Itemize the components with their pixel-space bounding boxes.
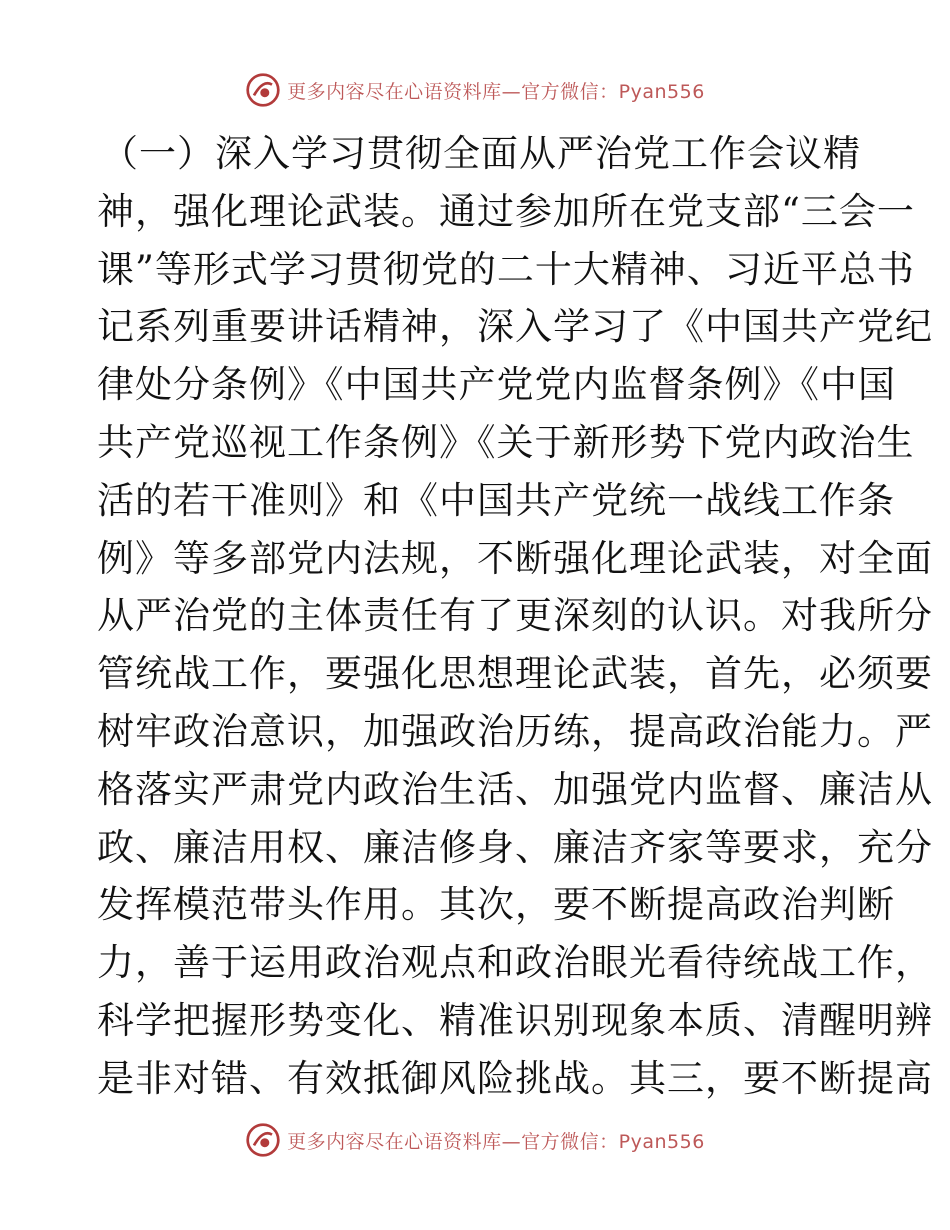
document-body bbox=[97, 125, 933, 1108]
body-line: 发挥模范带头作用。其次，要不断提高政治判断 bbox=[97, 883, 895, 927]
body-line: 力，善于运用政治观点和政治眼光看待统战工作， bbox=[97, 941, 933, 985]
body-line: 从严治党的主体责任有了更深刻的认识。对我所分 bbox=[97, 594, 933, 638]
body-line: 共产党巡视工作条例》《关于新形势下党内政治生 bbox=[97, 420, 915, 464]
body-line: 科学把握形势变化、精准识别现象本质、清醒明辨 bbox=[97, 998, 933, 1042]
body-line: 树牢政治意识，加强政治历练，提高政治能力。严 bbox=[97, 709, 933, 753]
watermark-text: 更多内容尽在心语资料库—官方微信：Pyan556 bbox=[287, 1130, 705, 1153]
body-line: 记系列重要讲话精神，深入学习了《中国共产党纪 bbox=[97, 305, 933, 349]
body-line: 政、廉洁用权、廉洁修身、廉洁齐家等要求，充分 bbox=[97, 825, 933, 869]
header-watermark bbox=[0, 70, 950, 110]
body-line: （一）深入学习贯彻全面从严治党工作会议精 bbox=[101, 132, 861, 175]
body-line: 律处分条例》《中国共产党党内监督条例》《中国 bbox=[97, 363, 896, 407]
footer-watermark bbox=[0, 1120, 950, 1160]
body-line: 例》等多部党内法规，不断强化理论武装，对全面 bbox=[97, 536, 933, 580]
watermark-text: 更多内容尽在心语资料库—官方微信：Pyan556 bbox=[287, 80, 705, 103]
body-line: 管统战工作，要强化思想理论武装，首先，必须要 bbox=[97, 652, 933, 696]
brand-logo-icon bbox=[245, 72, 281, 108]
body-line: 格落实严肃党内政治生活、加强党内监督、廉洁从 bbox=[97, 767, 933, 811]
body-line: 活的若干准则》和《中国共产党统一战线工作条 bbox=[97, 478, 895, 522]
brand-logo-icon bbox=[245, 1122, 281, 1158]
body-line: 神，强化理论武装。通过参加所在党支部“三会一 bbox=[97, 189, 915, 233]
body-line: 课”等形式学习贯彻党的二十大精神、习近平总书 bbox=[97, 247, 915, 291]
body-line: 是非对错、有效抵御风险挑战。其三，要不断提高 bbox=[97, 1056, 933, 1100]
